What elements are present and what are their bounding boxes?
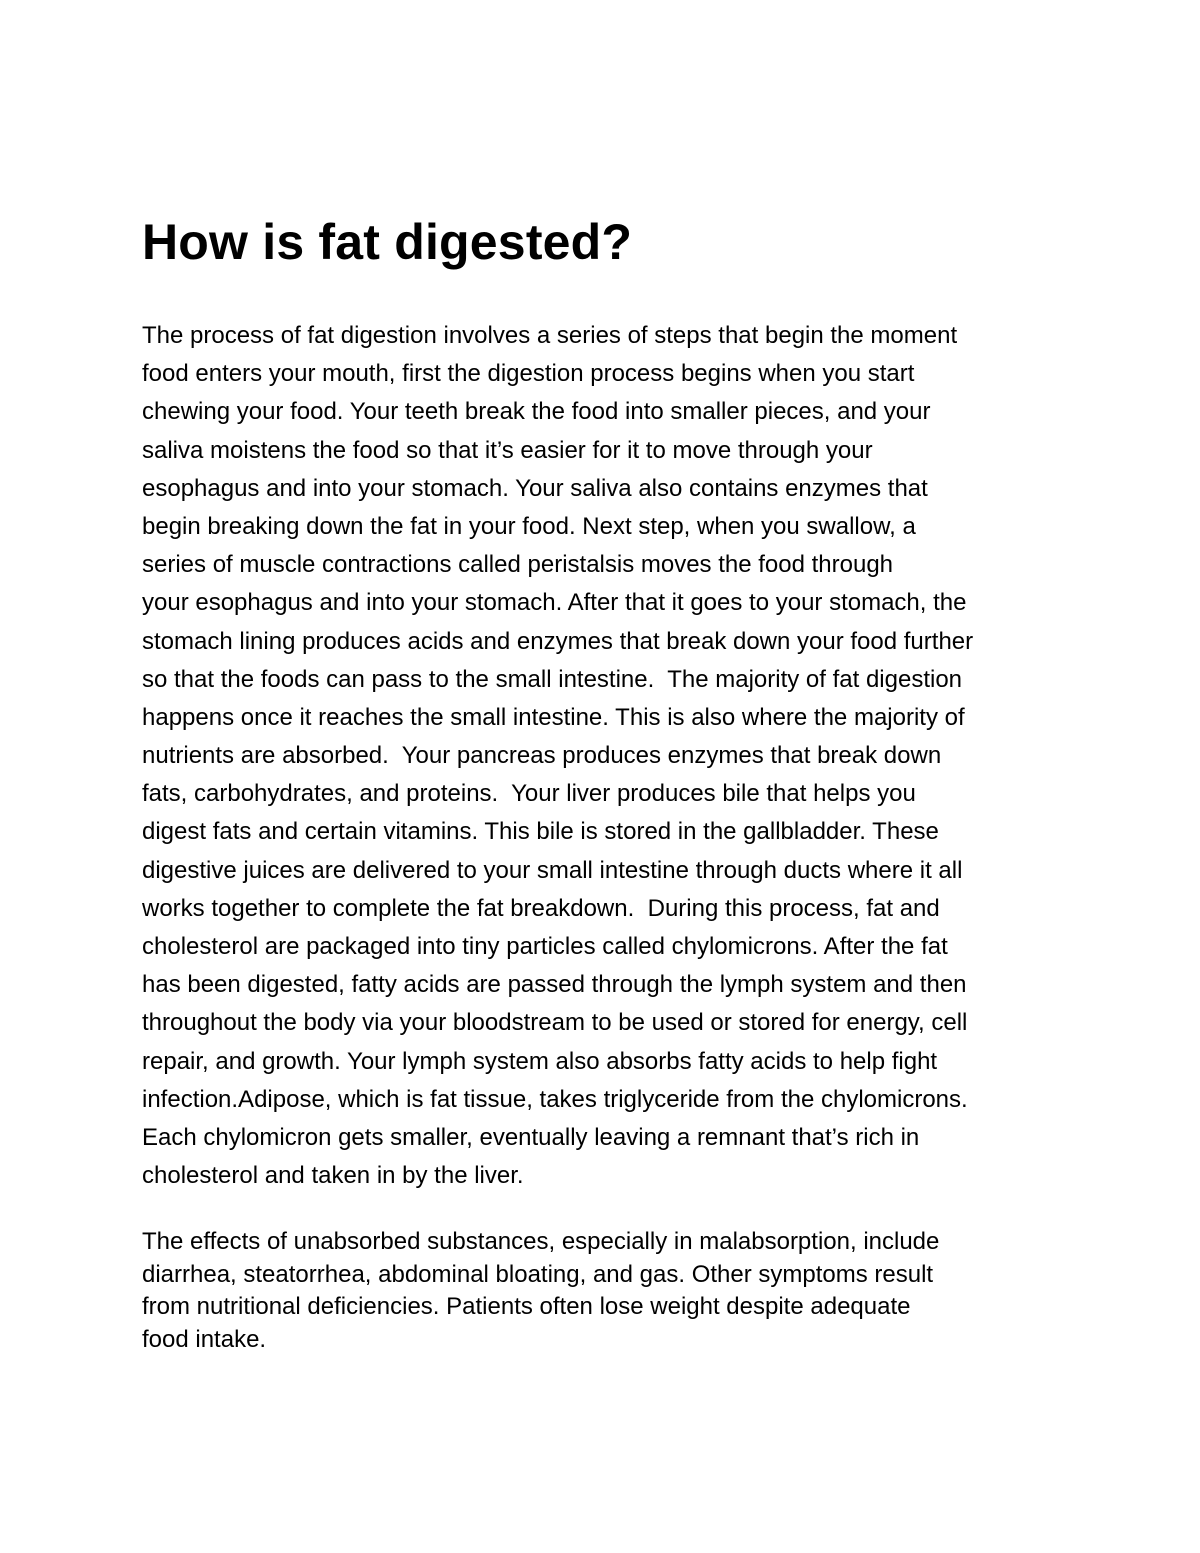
text-line: fats, carbohydrates, and proteins. Your liver produces bile that helps you xyxy=(142,780,916,808)
text-line: digest fats and certain vitamins. This bile is stored in the gallbladder. These xyxy=(142,818,939,846)
text-line: cholesterol are packaged into tiny particles called chylomicrons. After the fat xyxy=(142,933,948,960)
paragraph-digestion-process xyxy=(142,317,973,1195)
text-line: infection.Adipose, which is fat tissue, takes triglyceride from the chylomicrons. xyxy=(142,1085,968,1113)
text-line: The effects of unabsorbed substances, especially in malabsorption, include xyxy=(142,1228,940,1255)
text-line: begin breaking down the fat in your food. Next step, when you swallow, a xyxy=(142,512,916,540)
text-line: from nutritional deficiencies. Patients often lose weight despite adequate xyxy=(142,1293,911,1320)
text-line: has been digested, fatty acids are passed through the lymph system and then xyxy=(142,971,967,999)
text-line: throughout the body via your bloodstream to be used or stored for energy, cell xyxy=(142,1009,968,1037)
text-line: repair, and growth. Your lymph system also absorbs fatty acids to help fight xyxy=(142,1047,938,1075)
text-line: food intake. xyxy=(142,1325,267,1353)
text-line: series of muscle contractions called peristalsis moves the food through xyxy=(142,551,894,579)
text-line: cholesterol and taken in by the liver. xyxy=(142,1162,524,1190)
text-line: your esophagus and into your stomach. After that it goes to your stomach, the xyxy=(142,589,967,617)
text-line: nutrients are absorbed. Your pancreas produces enzymes that break down xyxy=(142,742,942,770)
document-content xyxy=(142,212,1072,1353)
text-line: chewing your food. Your teeth break the food into smaller pieces, and your xyxy=(142,398,931,426)
text-line: stomach lining produces acids and enzymes that break down your food further xyxy=(142,627,974,655)
text-line: so that the foods can pass to the small intestine. The majority of fat digestion xyxy=(142,665,963,693)
text-line: The process of fat digestion involves a series of steps that begin the moment xyxy=(142,322,958,349)
text-line: food enters your mouth, first the digestion process begins when you start xyxy=(142,360,915,388)
text-line: digestive juices are delivered to your small intestine through ducts where it all xyxy=(142,856,963,884)
text-line: Each chylomicron gets smaller, eventually leaving a remnant that’s rich in xyxy=(142,1123,920,1151)
text-line: happens once it reaches the small intestine. This is also where the majority of xyxy=(142,703,965,731)
document-title: How is fat digested? xyxy=(142,214,633,270)
text-line: works together to complete the fat breakdown. During this process, fat and xyxy=(142,894,940,922)
text-line: saliva moistens the food so that it’s easier for it to move through your xyxy=(142,436,873,464)
text-line: esophagus and into your stomach. Your saliva also contains enzymes that xyxy=(142,474,928,502)
paragraph-malabsorption-effects xyxy=(142,1226,939,1356)
text-line: diarrhea, steatorrhea, abdominal bloating, and gas. Other symptoms result xyxy=(142,1260,934,1288)
